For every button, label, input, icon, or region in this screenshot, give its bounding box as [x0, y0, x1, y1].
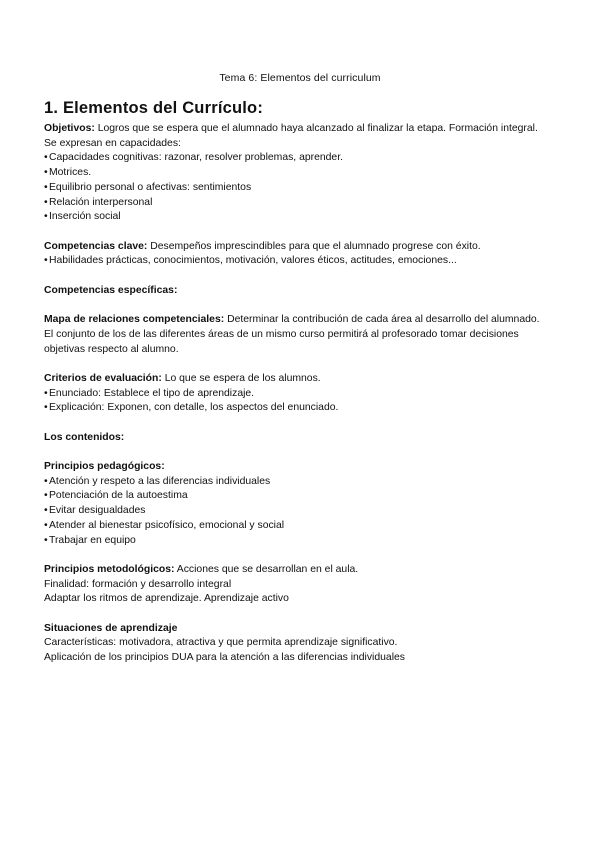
list-item: • Capacidades cognitivas: razonar, resolver problemas, aprender. — [44, 151, 544, 166]
list-item: • Atención y respeto a las diferencias individuales — [44, 475, 544, 490]
competencias-clave-list — [44, 254, 544, 269]
objetivos-paragraph — [44, 122, 544, 151]
metodologicos-line: Finalidad: formación y desarrollo integral — [44, 578, 232, 590]
criterios-paragraph — [44, 372, 544, 387]
list-item: • Evitar desigualdades — [44, 504, 544, 519]
metodologicos-paragraph — [44, 563, 544, 578]
competencias-especificas-heading: Competencias específicas: — [44, 284, 178, 296]
competencias-clave-label: Competencias clave: — [44, 240, 148, 252]
pedagogicos-list — [44, 475, 544, 549]
section-heading: 1. Elementos del Currículo: — [44, 99, 264, 117]
metodologicos-text: Acciones que se desarrollan en el aula. — [174, 563, 359, 575]
document-body — [44, 98, 544, 666]
list-item: • Explicación: Exponen, con detalle, los aspectos del enunciado. — [44, 401, 544, 416]
criterios-text: Lo que se espera de los alumnos. — [161, 372, 321, 384]
criterios-list — [44, 387, 544, 416]
objetivos-list — [44, 151, 544, 225]
list-item: • Inserción social — [44, 210, 544, 225]
list-item: • Relación interpersonal — [44, 196, 544, 211]
competencias-clave-text: Desempeños imprescindibles para que el alumnado progrese con éxito. — [147, 240, 481, 252]
situaciones-line: Características: motivadora, atractiva y que permita aprendizaje significativo. — [44, 637, 398, 649]
contenidos-heading: Los contenidos: — [44, 431, 125, 443]
list-item: • Equilibrio personal o afectivas: sentimientos — [44, 181, 544, 196]
situaciones-line: Aplicación de los principios DUA para la atención a las diferencias individuales — [44, 652, 405, 664]
criterios-label: Criterios de evaluación: — [44, 372, 162, 384]
metodologicos-line: Adaptar los ritmos de aprendizaje. Aprendizaje activo — [44, 593, 289, 605]
pedagogicos-heading: Principios pedagógicos: — [44, 461, 165, 473]
list-item: • Trabajar en equipo — [44, 534, 544, 549]
objetivos-text: Logros que se espera que el alumnado haya alcanzado al finalizar la etapa. Formación integral. Se expresan en capacidades: — [44, 123, 538, 149]
list-item: • Motrices. — [44, 166, 544, 181]
list-item: • Potenciación de la autoestima — [44, 489, 544, 504]
document-header: Tema 6: Elementos del curriculum — [219, 72, 381, 84]
mapa-text: Determinar la contribución de cada área al desarrollo del alumnado. El conjunto de los de las diferentes áreas de un mismo curso permitirá al profesorado tomar decisiones objetivas respecto al alumno. — [44, 314, 540, 355]
list-item: • Atender al bienestar psicofísico, emocional y social — [44, 519, 544, 534]
objetivos-label: Objetivos: — [44, 123, 95, 134]
list-item: • Enunciado: Establece el tipo de aprendizaje. — [44, 387, 544, 402]
competencias-clave-paragraph — [44, 240, 544, 255]
mapa-label: Mapa de relaciones competenciales: — [44, 314, 225, 326]
mapa-paragraph — [44, 313, 544, 357]
situaciones-heading: Situaciones de aprendizaje — [44, 622, 178, 634]
metodologicos-label: Principios metodológicos: — [44, 563, 175, 575]
list-item: • Habilidades prácticas, conocimientos, motivación, valores éticos, actitudes, emociones... — [44, 254, 544, 269]
